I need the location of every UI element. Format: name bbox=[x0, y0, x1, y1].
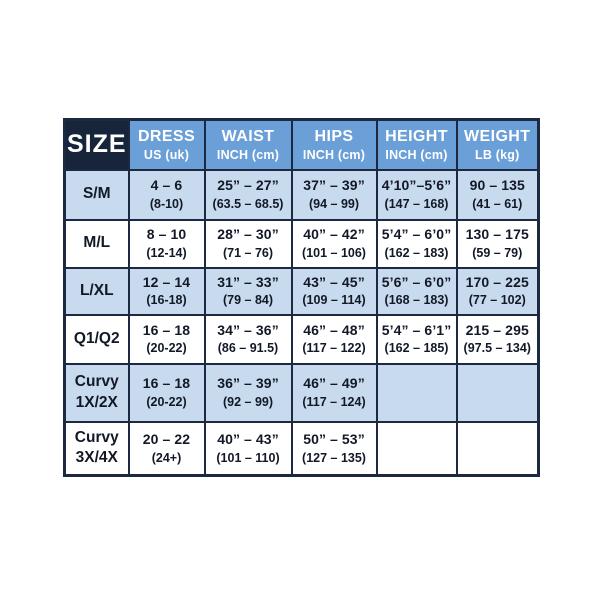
table-row-sm bbox=[65, 170, 539, 220]
column-header-sublabel: INCH (cm) bbox=[302, 148, 366, 163]
table-row-lxl bbox=[65, 268, 539, 315]
row-size-label: S/M bbox=[65, 170, 129, 220]
row-size-label: M/L bbox=[65, 220, 129, 268]
table-row-ml bbox=[65, 220, 539, 268]
cell-sub-value: (147 – 168) bbox=[384, 196, 449, 211]
cell-sub-value: (24+) bbox=[151, 450, 182, 465]
cell-sub-value: (127 – 135) bbox=[302, 450, 366, 465]
cell-sub-value: (77 – 102) bbox=[468, 293, 526, 308]
cell-main-value: 25” – 27” bbox=[217, 177, 279, 194]
table-row-q1q2 bbox=[65, 315, 539, 364]
cell-sub-value: (168 – 183) bbox=[384, 293, 449, 308]
cell-dress bbox=[129, 220, 205, 268]
cell-main-value: 4 – 6 bbox=[150, 177, 183, 194]
cell-sub-value: (16-18) bbox=[146, 293, 187, 308]
cell-main-value: 16 – 18 bbox=[142, 375, 191, 392]
row-size-label: Curvy 1X/2X bbox=[65, 364, 129, 422]
cell-sub-value: (109 – 114) bbox=[302, 293, 366, 308]
cell-main-value: 40” – 42” bbox=[303, 226, 365, 243]
cell-main-value: 31” – 33” bbox=[217, 273, 279, 290]
cell-dress bbox=[129, 170, 205, 220]
cell-main-value: 37” – 39” bbox=[303, 177, 365, 194]
cell-sub-value: (71 – 76) bbox=[222, 245, 274, 260]
cell-sub-value: (20-22) bbox=[146, 394, 187, 409]
table-header bbox=[65, 120, 539, 170]
cell-main-value: 5’6” – 6’0” bbox=[381, 273, 452, 290]
column-header-weight bbox=[457, 120, 539, 170]
cell-waist bbox=[205, 220, 292, 268]
row-size-label: Curvy 3X/4X bbox=[65, 422, 129, 476]
table-row-curvy-1x2x bbox=[65, 364, 539, 422]
cell-sub-value: (162 – 183) bbox=[384, 245, 449, 260]
cell-weight bbox=[457, 315, 539, 364]
cell-sub-value: (63.5 – 68.5) bbox=[212, 196, 284, 211]
cell-main-value: 12 – 14 bbox=[142, 273, 191, 290]
cell-hips bbox=[292, 315, 377, 364]
column-header-sublabel: US (uk) bbox=[143, 148, 190, 163]
cell-sub-value: (92 – 99) bbox=[222, 394, 274, 409]
cell-sub-value: (117 – 122) bbox=[302, 341, 366, 356]
cell-waist bbox=[205, 315, 292, 364]
cell-waist bbox=[205, 268, 292, 315]
cell-weight-empty bbox=[457, 422, 539, 476]
cell-sub-value: (117 – 124) bbox=[302, 394, 366, 409]
column-header-waist bbox=[205, 120, 292, 170]
column-header-dress bbox=[129, 120, 205, 170]
header-row bbox=[65, 120, 539, 170]
cell-main-value: 215 – 295 bbox=[465, 321, 529, 338]
cell-dress bbox=[129, 315, 205, 364]
cell-weight bbox=[457, 220, 539, 268]
cell-height bbox=[377, 170, 457, 220]
cell-main-value: 170 – 225 bbox=[465, 273, 529, 290]
cell-waist bbox=[205, 422, 292, 476]
cell-dress bbox=[129, 422, 205, 476]
cell-height-empty bbox=[377, 422, 457, 476]
cell-sub-value: (12-14) bbox=[146, 245, 187, 260]
column-header-label: WAIST bbox=[221, 128, 275, 146]
cell-hips bbox=[292, 268, 377, 315]
cell-hips bbox=[292, 364, 377, 422]
cell-main-value: 16 – 18 bbox=[142, 321, 191, 338]
cell-dress bbox=[129, 364, 205, 422]
cell-sub-value: (162 – 185) bbox=[384, 341, 449, 356]
column-header-label: HIPS bbox=[314, 128, 354, 146]
cell-hips bbox=[292, 422, 377, 476]
cell-main-value: 5’4” – 6’0” bbox=[381, 226, 452, 243]
cell-main-value: 90 – 135 bbox=[469, 177, 525, 194]
column-header-sublabel: LB (kg) bbox=[475, 148, 520, 163]
cell-main-value: 50” – 53” bbox=[303, 431, 365, 448]
cell-height bbox=[377, 268, 457, 315]
cell-sub-value: (94 – 99) bbox=[308, 196, 360, 211]
cell-sub-value: (86 – 91.5) bbox=[217, 341, 279, 356]
cell-main-value: 46” – 48” bbox=[303, 321, 365, 338]
cell-main-value: 34” – 36” bbox=[217, 321, 279, 338]
row-size-label: L/XL bbox=[65, 268, 129, 315]
cell-height bbox=[377, 220, 457, 268]
size-chart-table bbox=[63, 118, 540, 477]
cell-main-value: 4’10”–5’6” bbox=[381, 177, 452, 194]
row-size-label: Q1/Q2 bbox=[65, 315, 129, 364]
cell-main-value: 20 – 22 bbox=[142, 431, 191, 448]
cell-main-value: 36” – 39” bbox=[217, 375, 279, 392]
column-header-label: WEIGHT bbox=[464, 128, 531, 146]
cell-main-value: 5’4” – 6’1” bbox=[381, 321, 452, 338]
cell-main-value: 130 – 175 bbox=[465, 226, 529, 243]
cell-main-value: 43” – 45” bbox=[303, 273, 365, 290]
cell-sub-value: (59 – 79) bbox=[472, 245, 523, 260]
column-header-hips bbox=[292, 120, 377, 170]
cell-sub-value: (20-22) bbox=[146, 341, 187, 356]
cell-sub-value: (97.5 – 134) bbox=[463, 341, 531, 356]
table-body bbox=[65, 170, 539, 476]
cell-sub-value: (41 – 61) bbox=[472, 196, 523, 211]
cell-weight-empty bbox=[457, 364, 539, 422]
cell-main-value: 46” – 49” bbox=[303, 375, 365, 392]
cell-hips bbox=[292, 220, 377, 268]
column-header-height bbox=[377, 120, 457, 170]
cell-hips bbox=[292, 170, 377, 220]
cell-weight bbox=[457, 170, 539, 220]
cell-height-empty bbox=[377, 364, 457, 422]
cell-height bbox=[377, 315, 457, 364]
cell-sub-value: (101 – 106) bbox=[302, 245, 366, 260]
column-header-label: DRESS bbox=[137, 128, 196, 146]
table-row-curvy-3x4x bbox=[65, 422, 539, 476]
cell-dress bbox=[129, 268, 205, 315]
cell-waist bbox=[205, 170, 292, 220]
cell-main-value: 40” – 43” bbox=[217, 431, 279, 448]
corner-header-size: SIZE bbox=[65, 120, 129, 170]
cell-sub-value: (101 – 110) bbox=[216, 450, 280, 465]
cell-sub-value: (79 – 84) bbox=[222, 293, 274, 308]
cell-sub-value: (8-10) bbox=[149, 196, 184, 211]
column-header-label: HEIGHT bbox=[385, 128, 448, 146]
cell-weight bbox=[457, 268, 539, 315]
column-header-sublabel: INCH (cm) bbox=[216, 148, 280, 163]
cell-main-value: 8 – 10 bbox=[146, 226, 187, 243]
cell-main-value: 28” – 30” bbox=[217, 226, 279, 243]
column-header-sublabel: INCH (cm) bbox=[385, 148, 448, 163]
cell-waist bbox=[205, 364, 292, 422]
